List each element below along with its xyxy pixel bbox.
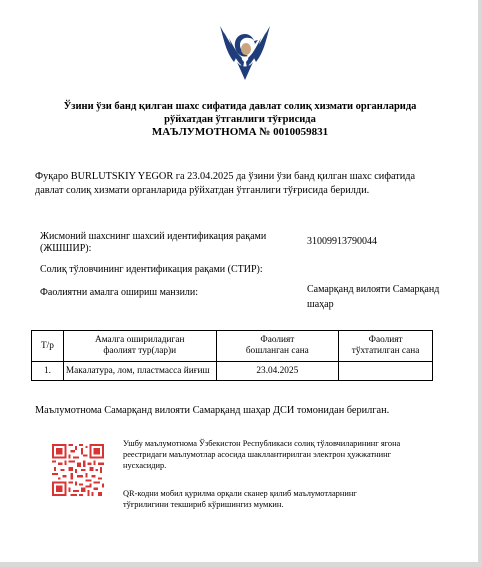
header-end-line-2: тўхтатилган сана [351, 346, 420, 356]
row-activity: Макалатура, лом, пластмасса йиғиш [63, 362, 216, 381]
heading-line-2: рўйхатдан ўтганлиги тўғрисида [164, 114, 316, 125]
header-start-date [216, 331, 339, 362]
pinfl-label-line-2: (ЖШШИР): [40, 243, 92, 254]
issued-by-text: Маълумотнома Самарқанд вилояти Самарқанд шаҳар ДСИ томонидан берилган. [35, 405, 390, 416]
qr-note-line-4: QR-кодни мобил қурилма орқали сканер қилиб маълумотларнинг [123, 489, 357, 498]
header-end-line-1: Фаолият [368, 335, 403, 345]
pinfl-label-line-1: Жисмоний шахснинг шахсий идентификация рақами [40, 231, 267, 242]
heading-line-1: Ўзини ўзи банд қилган шахс сифатида давлат солиқ хизмати органларида [63, 101, 417, 112]
intro-line-2: давлат солиқ хизмати органларида рўйхатдан ўтганлиги тўғрисида берилди. [35, 185, 370, 196]
pinfl-label [40, 231, 266, 255]
qr-note-line-3: нусхасидир. [123, 461, 167, 470]
emblem-eagle-icon [218, 22, 272, 84]
viewer-scroll-edge [478, 0, 482, 567]
qr-note-line-2: реестридаги маълумотлар асосида шакллантирилган электрон ҳужжатнинг [123, 450, 392, 459]
header-activity [63, 331, 216, 362]
pinfl-value: 31009913790044 [307, 236, 377, 247]
document-heading [60, 100, 420, 139]
qr-note-paragraph-1 [123, 438, 463, 471]
qr-code-icon[interactable] [52, 444, 104, 496]
address-line-2: шаҳар [307, 299, 334, 310]
certificate-number: МАЪЛУМОТНОМА № 0010059831 [151, 126, 329, 138]
intro-paragraph [35, 170, 455, 198]
header-start-line-1: Фаолият [260, 335, 295, 345]
row-start-date: 23.04.2025 [216, 362, 339, 381]
header-activity-line-1: Амалга ошириладиган [94, 335, 185, 345]
address-label: Фаолиятни амалга ошириш манзили: [40, 287, 199, 298]
address-line-1: Самарқанд вилояти Самарқанд [307, 284, 440, 295]
header-end-date [339, 331, 433, 362]
header-number: Т/р [32, 331, 64, 362]
intro-line-1: Фуқаро BURLUTSKIY YEGOR га 23.04.2025 да ўзини ўзи банд қилган шахс сифатида [35, 171, 416, 182]
qr-note-paragraph-2 [123, 488, 463, 510]
activities-table [31, 330, 433, 381]
qr-note-line-1: Ушбу маълумотнома Ўзбекистон Республикаси солиқ тўловчиларининг ягона [123, 439, 401, 448]
header-activity-line-2: фаолият тур(лар)и [103, 346, 177, 356]
viewer-bottom-edge [0, 562, 482, 567]
table-header-row [32, 331, 433, 362]
table-row [32, 362, 433, 381]
qr-note-line-5: тўғрилигини текшириб кўришингиз мумкин. [123, 500, 284, 509]
header-start-line-2: бошланган сана [245, 346, 309, 356]
address-value [307, 282, 439, 312]
row-number: 1. [32, 362, 64, 381]
row-end-date [339, 362, 433, 381]
inn-label: Солиқ тўловчининг идентификация рақами (СТИР): [40, 264, 263, 275]
